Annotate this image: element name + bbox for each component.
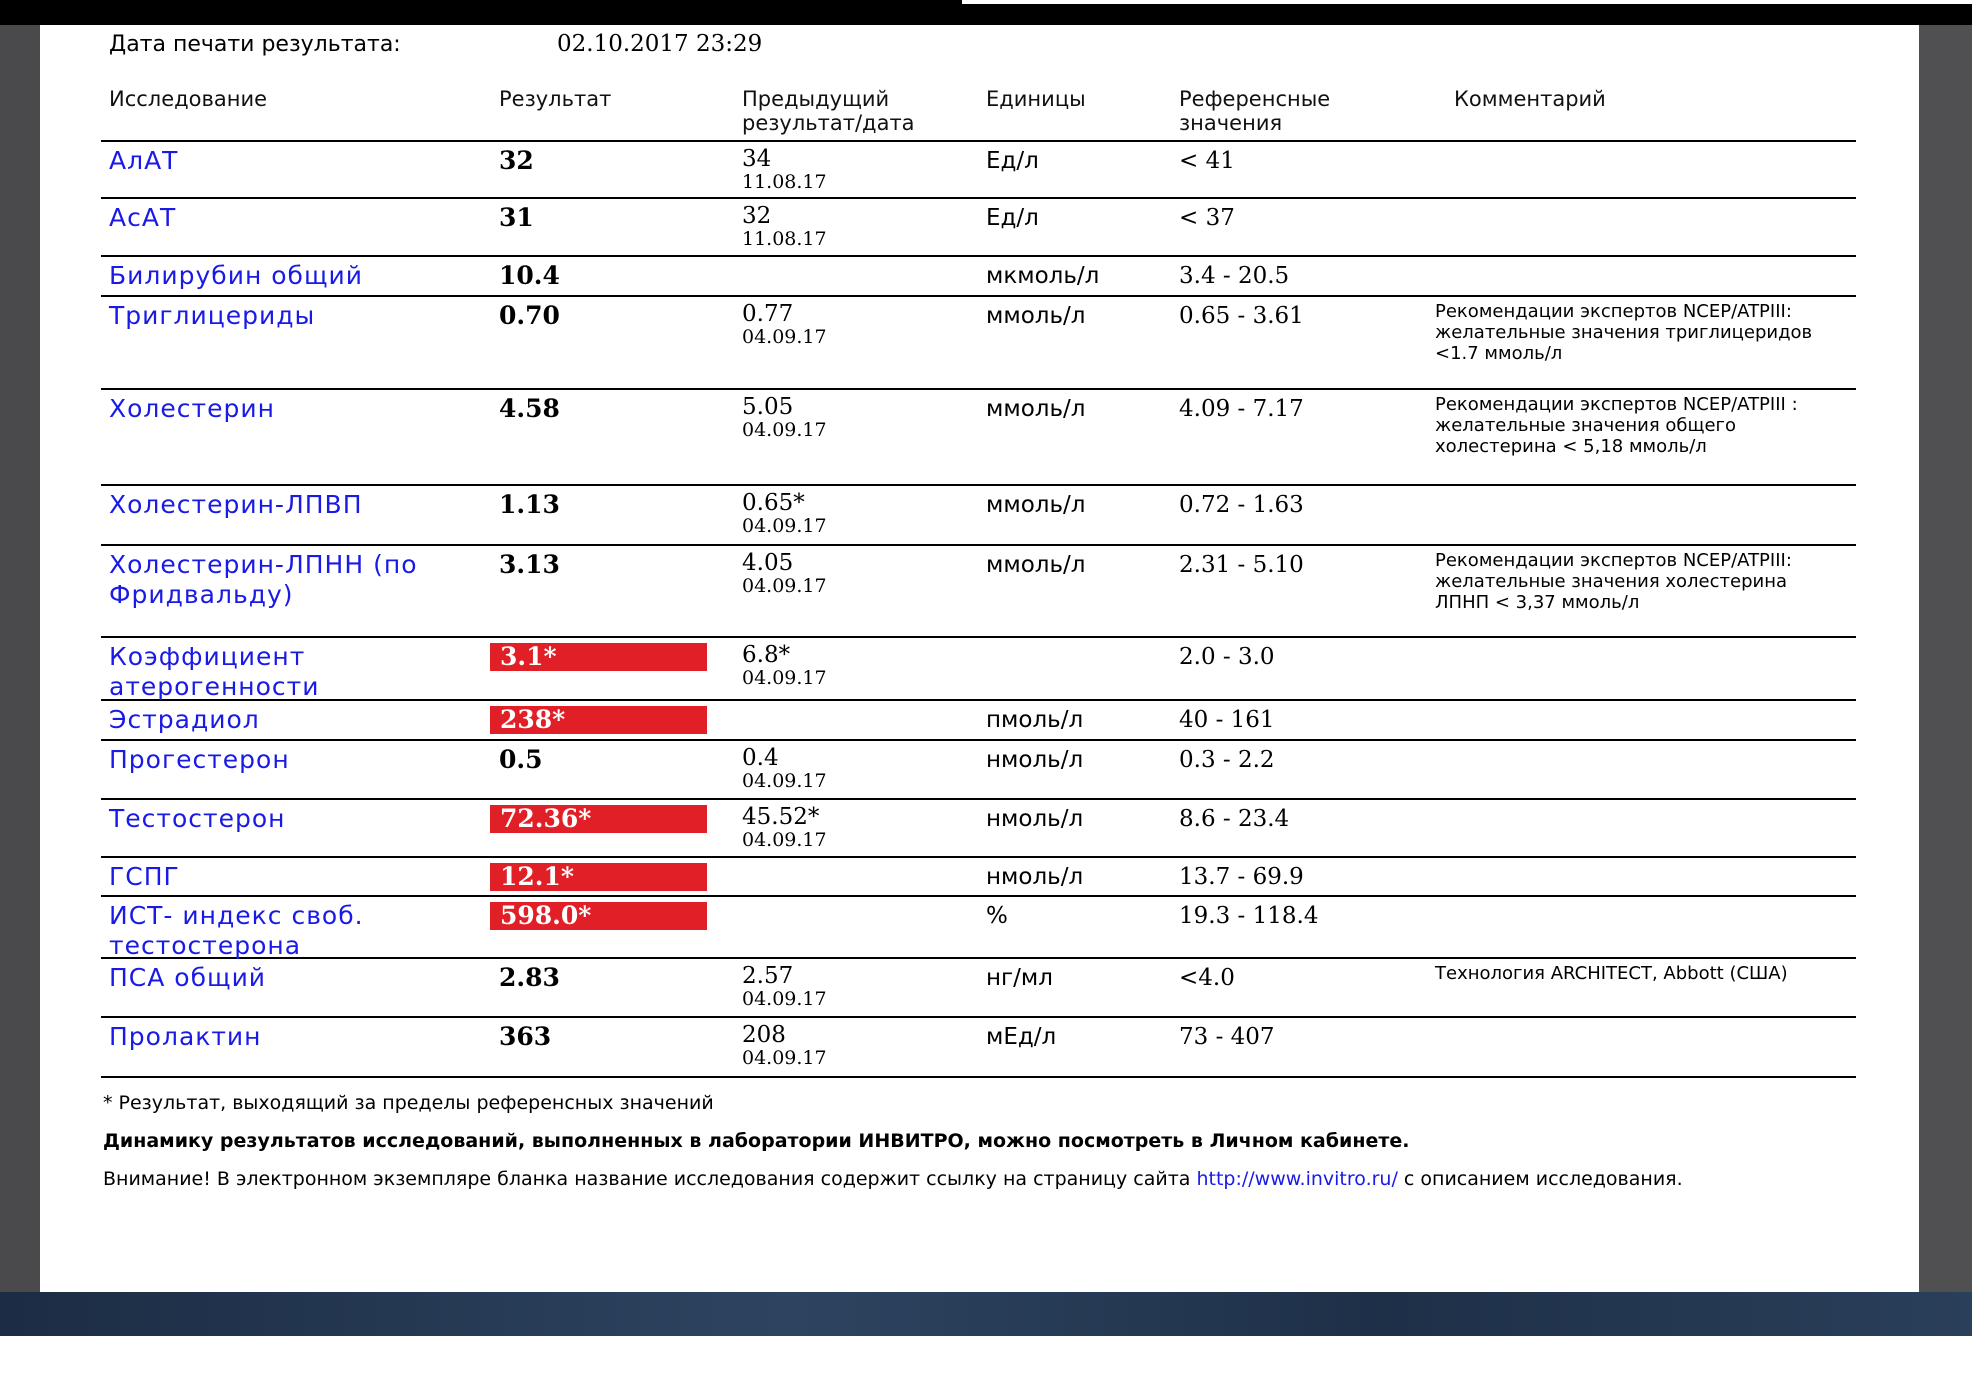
reference-range: 13.7 - 69.9	[1179, 864, 1304, 890]
previous-result: 45.52*	[742, 804, 820, 830]
units: ммоль/л	[986, 552, 1086, 578]
previous-date: 04.09.17	[742, 988, 827, 1010]
test-name-link[interactable]: Прогестерон	[109, 745, 290, 774]
units: ммоль/л	[986, 303, 1086, 329]
reference-range: 0.65 - 3.61	[1179, 303, 1304, 329]
test-name-link[interactable]: Триглицериды	[109, 301, 316, 330]
comment: Технология ARCHITECT, Abbott (США)	[1435, 963, 1788, 984]
result-value: 363	[499, 1022, 552, 1051]
print-date-label: Дата печати результата:	[109, 32, 401, 57]
previous-date: 04.09.17	[742, 829, 827, 851]
previous-date: 11.08.17	[742, 171, 827, 193]
reference-range: 40 - 161	[1179, 707, 1275, 733]
test-name-link[interactable]: ГСПГ	[109, 862, 180, 891]
test-name-link[interactable]: АсАТ	[109, 203, 177, 232]
table-row	[101, 638, 1856, 699]
header-units: Единицы	[986, 87, 1086, 111]
result-value: 0.70	[499, 301, 560, 330]
header-reference	[1179, 87, 1330, 135]
reference-range: 73 - 407	[1179, 1024, 1275, 1050]
invitro-link[interactable]: http://www.invitro.ru/	[1196, 1168, 1398, 1190]
bottom-band	[0, 1292, 1972, 1336]
test-name-link[interactable]: Билирубин общий	[109, 261, 364, 290]
previous-result: 4.05	[742, 550, 794, 576]
reference-range: < 41	[1179, 148, 1235, 174]
units: нмоль/л	[986, 747, 1084, 773]
table-row	[101, 390, 1856, 484]
result-value: 32	[499, 146, 534, 175]
reference-range: 8.6 - 23.4	[1179, 806, 1290, 832]
footnote: * Результат, выходящий за пределы референсных значений	[103, 1092, 714, 1114]
reference-range: 3.4 - 20.5	[1179, 263, 1290, 289]
comment: Рекомендации экспертов NCEP/ATPIII: желательные значения холестерина ЛПНП < 3,37 ммоль/л	[1435, 550, 1792, 613]
previous-date: 04.09.17	[742, 419, 827, 441]
previous-result: 5.05	[742, 394, 794, 420]
result-value-flagged: 72.36*	[490, 805, 707, 833]
top-bar-gap	[962, 0, 1972, 4]
dynamics-note: Динамику результатов исследований, выполненных в лаборатории ИНВИТРО, можно посмотреть в Личном кабинете.	[103, 1130, 1410, 1152]
units: мЕд/л	[986, 1024, 1057, 1050]
warning-text: Внимание! В электронном экземпляре бланка название исследования содержит ссылку на страницу сайта	[103, 1168, 1197, 1190]
print-date-value: 02.10.2017 23:29	[557, 31, 763, 57]
table-row	[101, 897, 1856, 960]
previous-date: 04.09.17	[742, 515, 827, 537]
result-value-flagged: 598.0*	[490, 902, 707, 930]
table-row	[101, 1018, 1856, 1076]
header-previous-line1: Предыдущий	[742, 87, 890, 111]
previous-result: 0.65*	[742, 490, 805, 516]
result-value: 4.58	[499, 394, 560, 423]
table-row	[101, 701, 1856, 739]
left-margin	[0, 25, 40, 1292]
test-name-link[interactable]: Пролактин	[109, 1022, 262, 1051]
previous-date: 04.09.17	[742, 667, 827, 689]
result-value: 31	[499, 203, 534, 232]
result-value: 1.13	[499, 490, 560, 519]
result-value-flagged: 3.1*	[490, 643, 707, 671]
header-test: Исследование	[109, 87, 268, 111]
warning-text-end: с описанием исследования.	[1397, 1168, 1683, 1190]
reference-range: 0.72 - 1.63	[1179, 492, 1304, 518]
units: ммоль/л	[986, 396, 1086, 422]
units: нмоль/л	[986, 806, 1084, 832]
test-name-link[interactable]: Холестерин-ЛПВП	[109, 490, 363, 519]
header-previous-line2: результат/дата	[742, 111, 915, 135]
previous-result: 2.57	[742, 963, 794, 989]
table-row	[101, 297, 1856, 388]
previous-result: 34	[742, 146, 772, 172]
reference-range: 2.0 - 3.0	[1179, 644, 1275, 670]
previous-date: 04.09.17	[742, 1047, 827, 1069]
previous-result: 0.4	[742, 745, 779, 771]
row-divider	[101, 1076, 1856, 1078]
reference-range: 19.3 - 118.4	[1179, 903, 1319, 929]
units: Ед/л	[986, 205, 1039, 231]
test-name-link[interactable]: Холестерин-ЛПНН (по Фридвальду)	[109, 550, 418, 609]
table-row	[101, 858, 1856, 895]
units: нмоль/л	[986, 864, 1084, 890]
reference-range: 2.31 - 5.10	[1179, 552, 1304, 578]
result-value-flagged: 238*	[490, 706, 707, 734]
header-comment: Комментарий	[1454, 87, 1606, 111]
previous-date: 04.09.17	[742, 770, 827, 792]
test-name-link[interactable]: ИСТ- индекс своб. тестостерона	[109, 901, 364, 960]
result-value: 3.13	[499, 550, 560, 579]
reference-range: 4.09 - 7.17	[1179, 396, 1304, 422]
reference-range: < 37	[1179, 205, 1235, 231]
reference-range: 0.3 - 2.2	[1179, 747, 1275, 773]
previous-result: 32	[742, 203, 772, 229]
test-name-link[interactable]: Холестерин	[109, 394, 275, 423]
previous-result: 0.77	[742, 301, 794, 327]
table-row	[101, 257, 1856, 295]
test-name-link[interactable]: Тестостерон	[109, 804, 286, 833]
test-name-link[interactable]: Эстрадиол	[109, 705, 260, 734]
table-row	[101, 546, 1856, 636]
result-value: 10.4	[499, 261, 560, 290]
units: нг/мл	[986, 965, 1053, 991]
comment: Рекомендации экспертов NCEP/ATPIII : желательные значения общего холестерина < 5,18 ммоль/л	[1435, 394, 1798, 457]
table-row	[101, 959, 1856, 1016]
units: пмоль/л	[986, 707, 1084, 733]
table-row	[101, 199, 1856, 255]
test-name-link[interactable]: Коэффициент атерогенности	[109, 642, 320, 701]
table-row	[101, 142, 1856, 197]
previous-date: 04.09.17	[742, 575, 827, 597]
previous-result: 6.8*	[742, 642, 791, 668]
result-value: 0.5	[499, 745, 543, 774]
table-row	[101, 486, 1856, 544]
table-row	[101, 741, 1856, 798]
result-value: 2.83	[499, 963, 560, 992]
test-name-link[interactable]: АлАТ	[109, 146, 179, 175]
units: Ед/л	[986, 148, 1039, 174]
comment: Рекомендации экспертов NCEP/ATPIII: желательные значения триглицеридов <1.7 ммоль/л	[1435, 301, 1813, 364]
units: мкмоль/л	[986, 263, 1100, 289]
previous-result: 208	[742, 1022, 786, 1048]
reference-range: <4.0	[1179, 965, 1235, 991]
header-reference-line1: Референсные	[1179, 87, 1331, 111]
units: %	[986, 903, 1008, 929]
right-margin	[1919, 25, 1972, 1292]
units: ммоль/л	[986, 492, 1086, 518]
previous-date: 04.09.17	[742, 326, 827, 348]
header-reference-line2: значения	[1179, 111, 1283, 135]
warning-note	[103, 1167, 1803, 1192]
test-name-link[interactable]: ПСА общий	[109, 963, 267, 992]
table-row	[101, 800, 1856, 856]
previous-date: 11.08.17	[742, 228, 827, 250]
result-value-flagged: 12.1*	[490, 863, 707, 891]
header-previous	[742, 87, 915, 135]
header-result: Результат	[499, 87, 612, 111]
